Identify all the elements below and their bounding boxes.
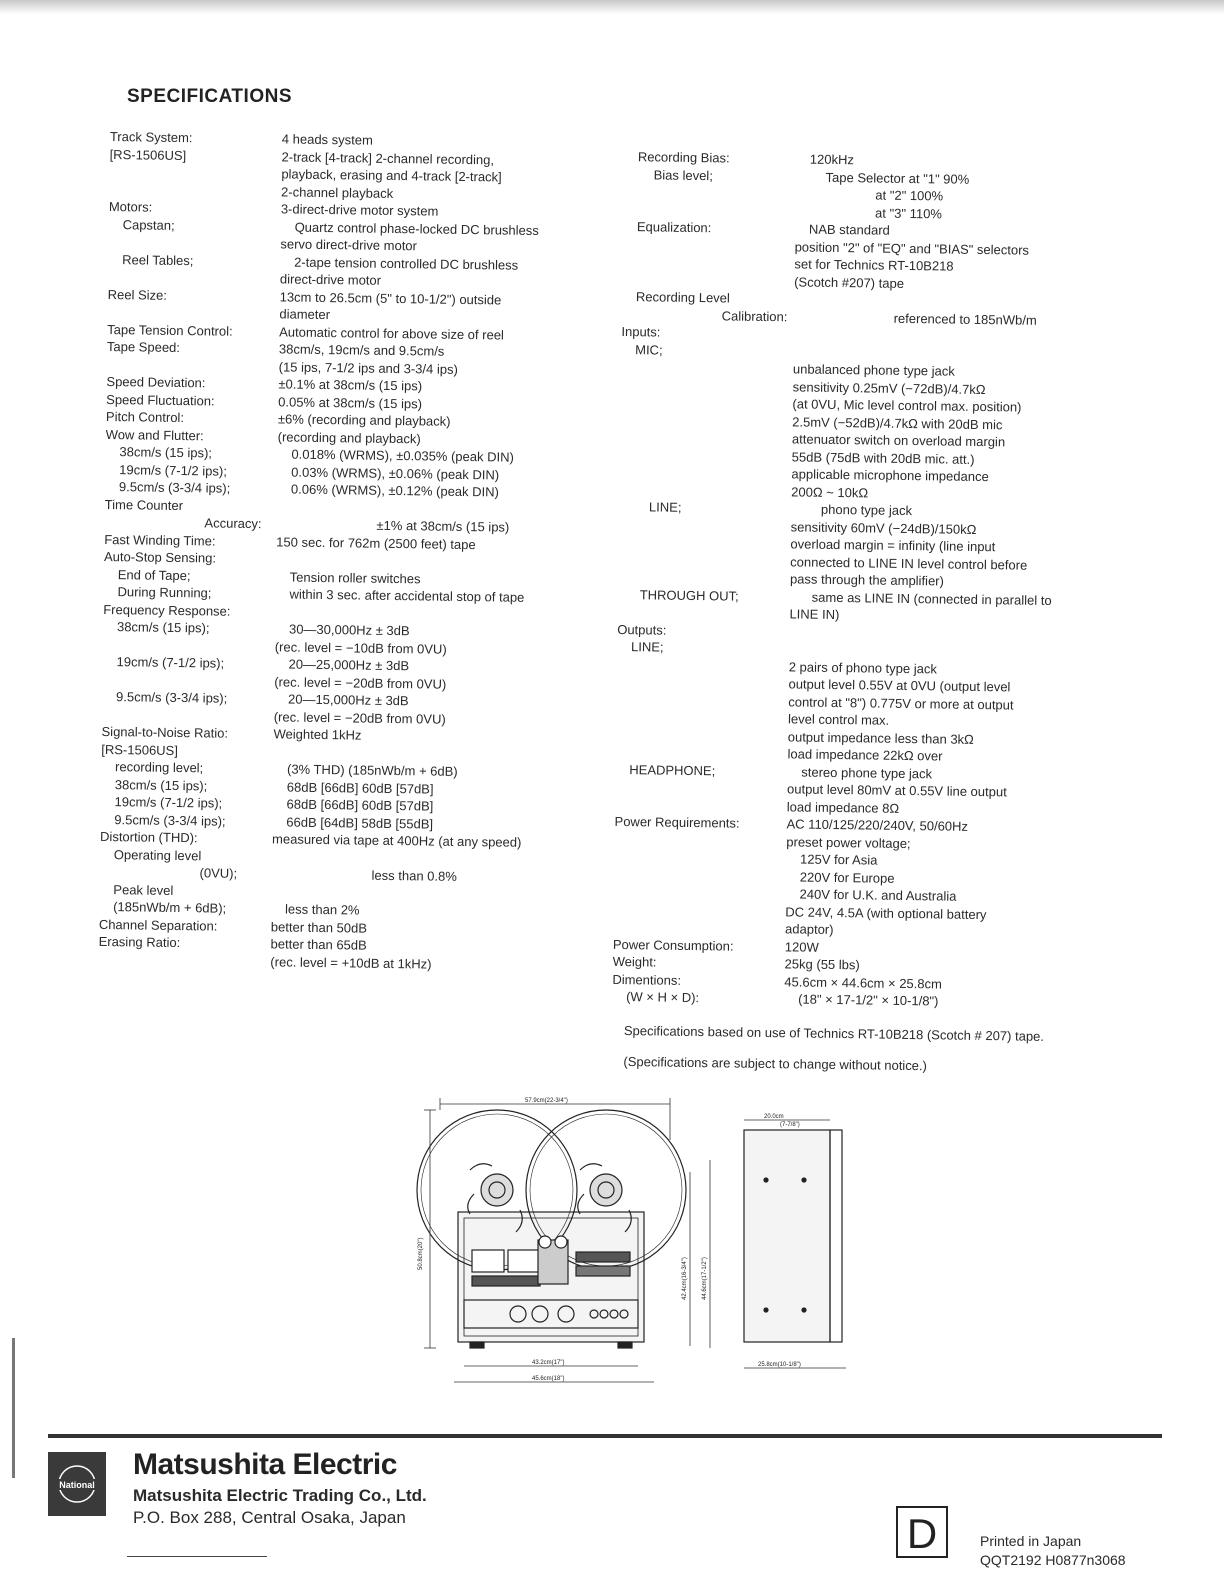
company-block (133, 1448, 427, 1528)
dim-depth-top-in: (7-7/8") (780, 1122, 800, 1128)
spec-label: (0VU); (199, 865, 238, 881)
spec-value: better than 65dB (270, 936, 367, 953)
spec-value: 125V for Asia (799, 851, 878, 868)
scan-mark (12, 1338, 15, 1478)
spec-value: Quartz control phase-locked DC brushless (294, 219, 539, 238)
spec-label: Weight: (612, 953, 657, 970)
spec-value: 220V for Europe (799, 869, 895, 886)
spec-value: ±1% at 38cm/s (15 ips) (376, 517, 510, 535)
spec-label: Bias level; (653, 166, 713, 183)
dim-depth-top: 20.0cm (764, 1114, 784, 1120)
spec-value: ±0.1% at 38cm/s (15 ips) (278, 376, 423, 394)
spec-label: 19cm/s (7-1/2 ips); (119, 461, 227, 479)
spec-label: End of Tape; (117, 566, 191, 583)
spec-value: Automatic control for above size of reel (279, 323, 504, 343)
spec-label: Frequency Response: (103, 601, 231, 619)
spec-label: 19cm/s (7-1/2 ips); (116, 654, 225, 671)
spec-value: Weighted 1kHz (273, 726, 362, 743)
spec-label: Inputs: (621, 323, 661, 340)
spec-label: Erasing Ratio: (98, 933, 181, 951)
spec-label: Power Requirements: (614, 813, 740, 831)
spec-value: better than 50dB (270, 918, 368, 936)
spec-label: Distortion (THD): (100, 828, 198, 846)
spec-value: 45.6cm × 44.6cm × 25.8cm (784, 973, 943, 992)
spec-value: Tension roller switches (289, 569, 421, 586)
spec-value: load impedance 8Ω (786, 798, 900, 816)
spec-value: output level 80mV at 0.55V line output (786, 781, 1007, 800)
spec-value: referenced to 185nWb/m (893, 310, 1037, 328)
spec-value: 2.5mV (−52dB)/4.7kΩ with 20dB mic (792, 413, 1003, 432)
spec-value: (15 ips, 7-1/2 ips and 3-3/4 ips) (278, 358, 458, 377)
spec-value: (3% THD) (185nWb/m + 6dB) (286, 761, 458, 779)
spec-value: 20—15,000Hz ± 3dB (287, 691, 409, 709)
spec-label: Peak level (113, 881, 174, 898)
spec-value: control at "8") 0.775V or more at output (788, 693, 1014, 712)
spec-value: (rec. level = −10dB from 0VU) (274, 638, 447, 657)
spec-value: level control max. (787, 711, 890, 728)
printed-in: Printed in Japan (980, 1533, 1082, 1549)
spec-value: (Scotch #207) tape (794, 273, 905, 291)
spec-label: 19cm/s (7-1/2 ips); (114, 794, 223, 811)
dim-width-outer: 45.6cm(18") (532, 1376, 565, 1382)
spec-label: Pitch Control: (105, 408, 185, 426)
spec-label: MIC; (635, 341, 663, 358)
spec-label: Fast Winding Time: (104, 531, 216, 549)
company-name: Matsushita Electric (133, 1448, 397, 1481)
spec-value: phono type jack (820, 501, 913, 519)
spec-label: THROUGH OUT; (639, 586, 739, 604)
scan-edge (0, 0, 1224, 14)
spec-value: 68dB [66dB] 60dB [57dB] (286, 779, 434, 797)
spec-label: Track System: (109, 128, 193, 146)
spec-label: Power Consumption: (612, 936, 734, 954)
spec-value: AC 110/125/220/240V, 50/60Hz (786, 816, 969, 834)
spec-label (98, 950, 270, 970)
right-spec-column (612, 148, 1058, 1011)
spec-value: 240V for U.K. and Australia (799, 886, 957, 904)
spec-label: Reel Size: (107, 286, 168, 303)
spec-label: Tape Tension Control: (107, 321, 233, 339)
dim-top-width: 57.9cm(22-3/4") (525, 1098, 568, 1104)
spec-label: 9.5cm/s (3-3/4 ips); (114, 811, 226, 829)
spec-value: less than 2% (285, 901, 360, 918)
spec-value: Tape Selector at "1" 90% (825, 169, 970, 187)
dim-height-deck: 44.6cm(17-1/2") (702, 1257, 708, 1300)
company-address: P.O. Box 288, Central Osaka, Japan (133, 1508, 406, 1527)
spec-value: (at 0VU, Mic level control max. position) (792, 396, 1022, 415)
spec-value: connected to LINE IN level control before (790, 553, 1028, 573)
spec-value: at "3" 110% (875, 205, 943, 221)
spec-label: [RS-1506US] (109, 146, 187, 163)
spec-label: Recording Bias: (637, 149, 730, 166)
spec-value: output impedance less than 3kΩ (787, 728, 974, 747)
spec-value: 0.03% (WRMS), ±0.06% (peak DIN) (291, 464, 500, 482)
spec-value: (rec. level = +10dB at 1kHz) (270, 953, 432, 972)
spec-value: direct-drive motor (279, 271, 382, 288)
spec-label: Equalization: (636, 219, 712, 236)
spec-label: Tape Speed: (106, 338, 181, 355)
trading-name: Matsushita Electric Trading Co., Ltd. (133, 1486, 427, 1505)
spec-label: LINE; (630, 639, 664, 655)
spec-value: 120kHz (809, 151, 855, 168)
spec-value: 2 pairs of phono type jack (788, 658, 938, 676)
spec-label: Recording Level (635, 289, 730, 306)
spec-value: 13cm to 26.5cm (5" to 10-1/2") outside (279, 288, 502, 307)
spec-value: 150 sec. for 762m (2500 feet) tape (276, 533, 476, 552)
spec-label: Operating level (113, 846, 202, 863)
national-logo (48, 1452, 106, 1516)
spec-value: position "2" of "EQ" and "BIAS" selectors (794, 238, 1030, 258)
spec-value: (rec. level = −20dB from 0VU) (273, 708, 446, 727)
spec-value: applicable microphone impedance (791, 466, 989, 485)
spec-label: Auto-Stop Sensing: (103, 548, 217, 566)
spec-value: 2-track [4-track] 2-channel recording, (281, 148, 495, 167)
spec-label: During Running; (117, 584, 212, 601)
spec-value: 38cm/s, 19cm/s and 9.5cm/s (278, 341, 445, 359)
spec-value: 20—25,000Hz ± 3dB (288, 656, 410, 674)
spec-value: NAB standard (808, 221, 890, 238)
spec-value: 0.018% (WRMS), ±0.035% (peak DIN) (291, 446, 514, 465)
spec-label: Dimentions: (612, 971, 682, 988)
spec-value: (18" × 17-1/2" × 10-1/8") (798, 991, 939, 1009)
footer-stub-line (127, 1556, 267, 1557)
spec-label: 9.5cm/s (3-3/4 ips); (118, 479, 231, 496)
spec-value: ±6% (recording and playback) (277, 411, 451, 429)
spec-value: (recording and playback) (277, 428, 421, 446)
spec-value: playback, erasing and 4-track [2-track] (281, 166, 502, 185)
spec-value: at "2" 100% (875, 187, 944, 204)
spec-value: less than 0.8% (371, 867, 457, 884)
spec-value: attenuator switch on overload margin (791, 431, 1006, 450)
spec-label: 38cm/s (15 ips); (114, 776, 208, 793)
dim-height-total: 50.8cm(20") (418, 1237, 424, 1270)
spec-label: Outputs: (617, 621, 667, 638)
spec-label: 38cm/s (15 ips); (119, 444, 213, 461)
spec-label: Capstan; (122, 216, 175, 233)
spec-label: (W × H × D): (626, 989, 700, 1006)
spec-label: Speed Fluctuation: (106, 391, 215, 408)
spec-value: sensitivity 60mV (−24dB)/150kΩ (790, 518, 977, 537)
deck-side-view (744, 1130, 830, 1342)
spec-value: preset power voltage; (786, 833, 911, 851)
spec-label: 9.5cm/s (3-3/4 ips); (115, 689, 228, 706)
spec-value: 2-channel playback (281, 183, 394, 201)
spec-label: LINE; (648, 499, 682, 515)
spec-value: LINE IN) (789, 606, 840, 623)
spec-value: same as LINE IN (connected in parallel to (811, 589, 1052, 608)
spec-value: unbalanced phone type jack (792, 361, 955, 379)
region-letter-box: D (896, 1506, 948, 1558)
left-spec-column (98, 128, 540, 974)
spec-value: diameter (279, 306, 331, 323)
footer-rule (48, 1434, 1162, 1438)
spec-label: Wow and Flutter: (105, 426, 204, 443)
spec-value: 0.06% (WRMS), ±0.12% (peak DIN) (290, 481, 500, 500)
spec-label: Channel Separation: (98, 916, 218, 934)
dim-height-body: 42.4cm(16-3/4") (682, 1257, 688, 1300)
spec-label: Accuracy: (204, 515, 262, 532)
spec-value: 25kg (55 lbs) (784, 956, 860, 973)
print-info (980, 1532, 1126, 1570)
spec-value: 68dB [66dB] 60dB [57dB] (286, 796, 434, 814)
spec-label: Calibration: (721, 307, 788, 324)
spec-label: Reel Tables; (122, 251, 194, 268)
spec-value: (rec. level = −20dB from 0VU) (274, 673, 447, 692)
spec-value: DC 24V, 4.5A (with optional battery (785, 903, 987, 922)
spec-label: Speed Deviation: (106, 373, 206, 391)
spec-value: 120W (784, 938, 819, 955)
spec-value: 66dB [64dB] 58dB [55dB] (286, 814, 434, 832)
spec-value: 200Ω ~ 10kΩ (791, 483, 869, 500)
spec-label: 38cm/s (15 ips); (116, 619, 210, 636)
spec-value: stereo phone type jack (801, 764, 933, 781)
logo-text: National (59, 1480, 95, 1490)
spec-label: (185nWb/m + 6dB); (113, 899, 227, 916)
spec-value: 2-tape tension controlled DC brushless (294, 254, 519, 273)
spec-value: set for Technics RT-10B218 (794, 256, 954, 274)
spec-value: pass through the amplifier) (789, 571, 945, 589)
dim-depth-bottom: 25.8cm(10-1/8") (758, 1362, 801, 1368)
print-code: QQT2192 H0877n3068 (980, 1552, 1126, 1568)
spec-value: servo direct-drive motor (280, 236, 418, 254)
spec-label: HEADPHONE; (629, 761, 716, 778)
spec-value: output level 0.55V at 0VU (output level (788, 676, 1011, 695)
spec-basis-note: Specifications based on use of Technics RT-10B218 (Scotch # 207) tape. (623, 1022, 1045, 1044)
spec-value: 55dB (75dB with 20dB mic. att.) (791, 448, 975, 467)
spec-label: Motors: (108, 198, 153, 215)
spec-value: sensitivity 0.25mV (−72dB)/4.7kΩ (792, 378, 986, 397)
spec-value: measured via tape at 400Hz (at any speed) (271, 831, 522, 850)
spec-value: 30—30,000Hz ± 3dB (288, 621, 410, 639)
spec-change-note: (Specifications are subject to change without notice.) (623, 1053, 928, 1074)
spec-value: adaptor) (785, 921, 834, 938)
spec-value: overload margin = infinity (line input (790, 536, 996, 555)
deck-dimension-drawing (400, 1090, 860, 1390)
spec-value: 0.05% at 38cm/s (15 ips) (278, 393, 423, 411)
spec-label: Signal-to-Noise Ratio: (101, 723, 229, 741)
page-title: SPECIFICATIONS (127, 86, 292, 107)
spec-value: load impedance 22kΩ over (787, 746, 943, 764)
spec-value: within 3 sec. after accidental stop of tape (289, 586, 525, 605)
spec-notes (623, 1022, 1044, 1090)
spec-label: Time Counter (104, 496, 184, 513)
spec-value: 3-direct-drive motor system (280, 201, 439, 219)
spec-value: 4 heads system (281, 131, 374, 148)
spec-label: [RS-1506US] (101, 741, 179, 758)
dim-width-inner: 43.2cm(17") (532, 1360, 565, 1366)
spec-label: recording level; (114, 759, 204, 776)
